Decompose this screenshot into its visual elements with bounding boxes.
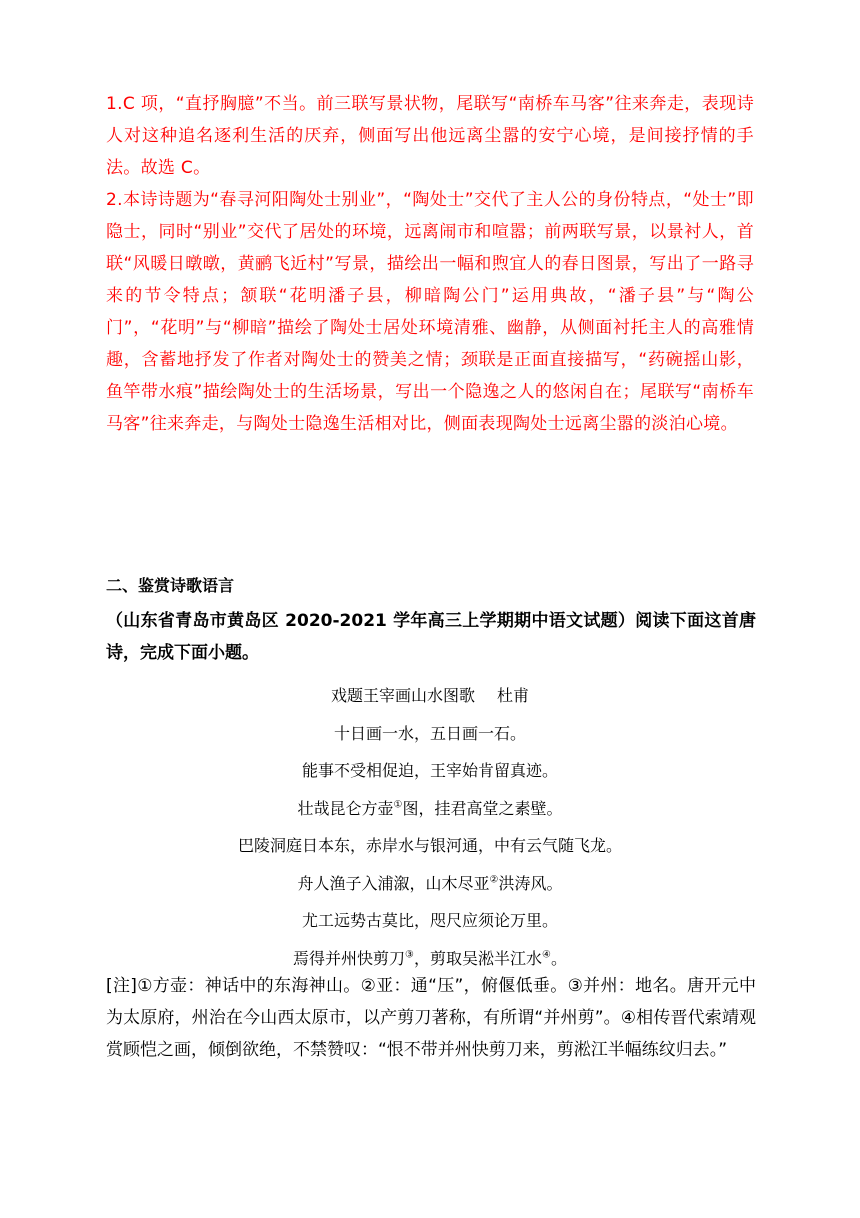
poem-line-text: 洪涛风。 [498,873,563,893]
poem-line: 尤工远势古莫比，咫尺应须论万里。 [301,911,558,930]
section-heading: 二、鉴赏诗歌语言 [106,576,235,595]
answer-2: 2.本诗诗题为“春寻河阳陶处士别业”，“陶处士”交代了主人公的身份特点，“处士”即隐士，同时“别业”交代了居处的环境，远离闹市和喧嚣；前两联写景，以景衬人，首联“风暖日暾暾，黄鹂飞近村”写景，描绘出一幅和煦宜人的春日图景，写出了一路寻来的节令特点；颔联“花明潘子县，柳暗陶公门”运用典故，“潘子县”与“陶公门”，“花明”与“柳暗”描绘了陶处士居处环境清雅、幽静，从侧面衬托主人的高雅情趣，含蓄地抒发了作者对陶处士的赞美之情；颈联是正面直接描写，“药碗摇山影，鱼竿带水痕”描绘陶处士的生活场景，写出一个隐逸之人的悠闲自在；尾联写“南桥车马客”往来奔走，与陶处士隐逸生活相对比，侧面表现陶处士远离尘嚣的淡泊心境。 [106,190,754,434]
poem-line-text: ，剪取吴淞半江水 [413,948,542,968]
poem-line: 十日画一水，五日画一石。 [333,723,526,743]
footnote-mark: ② [489,874,499,886]
answer-1: 1.C 项，“直抒胸臆”不当。前三联写景状物，尾联写“南桥车马客”往来奔走，表现诗人对这种追名逐利生活的厌弃，侧面写出他远离尘嚣的安宁心境，是间接抒情的手法。故选 C。 [106,94,754,178]
poem-line-text: 舟人渔子入浦溆，山木尽亚 [297,873,490,893]
question-source: （山东省青岛市黄岛区 2020-2021 学年高三上学期期中语文试题）阅读下面这首唐诗，完成下面小题。 [106,611,756,663]
poem-author: 杜甫 [497,686,530,705]
poem-notes [106,970,756,1066]
footnote-mark: ③ [405,949,414,961]
poem-line [106,790,754,828]
poem-line-text: 。 [550,948,567,968]
poem-title: 戏题王宰画山水图歌 [330,686,475,705]
poem-line: 能事不受相促迫，王宰始肯留真迹。 [301,761,558,780]
footnote-mark: ④ [542,949,551,961]
poem-title-line [106,677,754,715]
answer-block [106,88,754,440]
footnote-mark: ① [393,799,403,811]
poem-line-text: 壮哉昆仑方壶 [297,798,394,818]
poem-line: 巴陵洞庭日本东，赤岸水与银河通，中有云气随飞龙。 [237,836,622,855]
notes-text: [注]①方壶：神话中的东海神山。②亚：通“压”，俯偃低垂。③并州：地名。唐开元中为太原府，州治在今山西太原市，以产剪刀著称，有所谓“并州剪”。④相传晋代索靖观赏顾恺之画，倾倒欲绝，不禁赞叹：“恨不带并州快剪刀来，剪淞江半幅练纹归去。” [106,976,756,1060]
poem-line [106,865,754,903]
poem-line-text: 焉得并州快剪刀 [293,948,406,968]
poem [106,677,754,977]
poem-line-text: 图，挂君高堂之素壁。 [402,798,563,818]
